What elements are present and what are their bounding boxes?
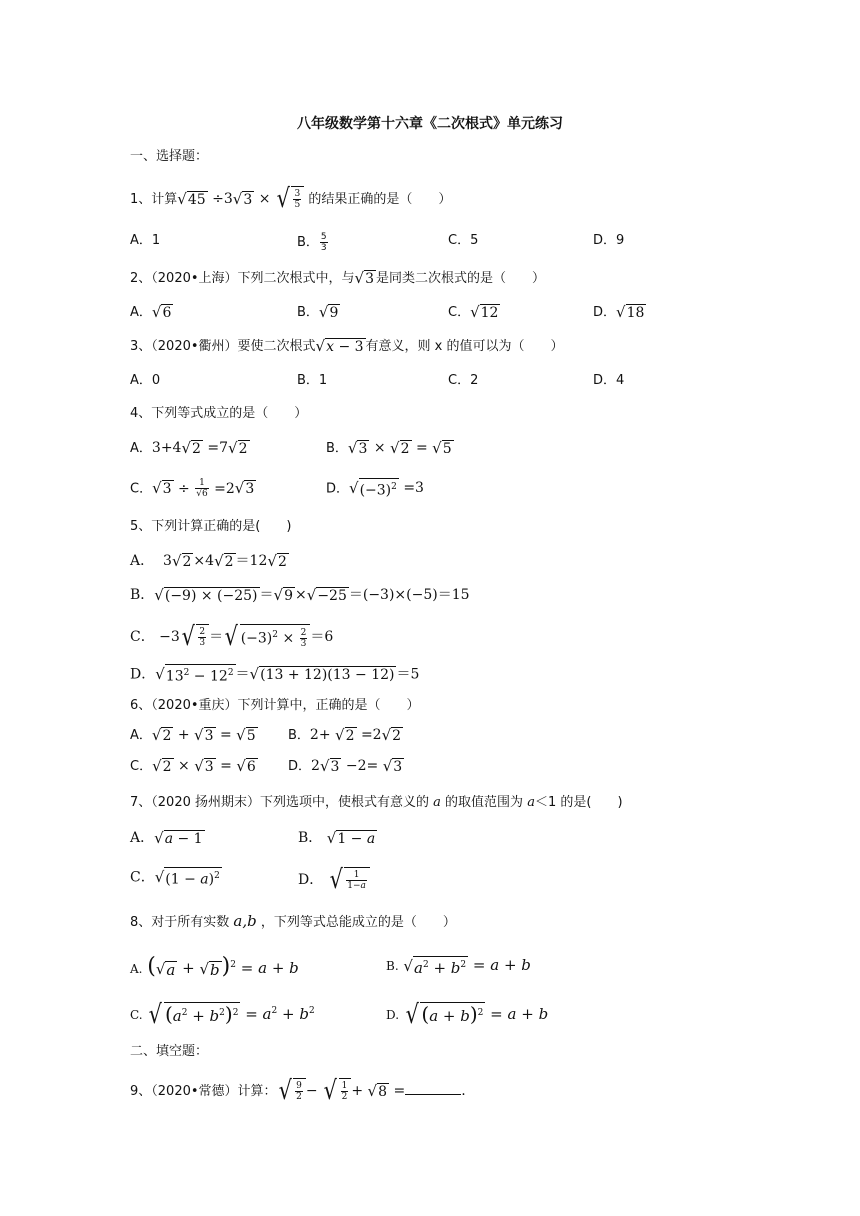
q3-option-d: D．4 [593,373,625,388]
q8-option-b: B. √ $a^2 + b^2$ = a + b [386,956,531,977]
question-6: 6、（2020•重庆）下列计算中，正确的是（ ） [130,698,420,713]
q2-option-d: D． √ 18 [593,303,645,321]
q2-option-c: C． √ 12 [448,303,499,321]
question-5: 5、下列计算正确的是( ) [130,519,292,534]
q7-option-a: A． √ a − 1 [130,828,203,847]
question-1 [130,186,451,212]
section-fill-heading: 二、填空题： [130,1044,209,1059]
q1-expression: √ 45 ÷3 √ 3 × √ $\frac{3}{5}$ [177,191,304,207]
q1-stem-end: 的结果正确的是（ ） [308,192,452,207]
q6-option-a: A． √ 2 + √ 3 = √ 5 [130,725,256,744]
q6-option-d: D．2 √ 3 −2= √ 3 [288,756,403,775]
q1-option-d: D．9 [593,233,625,248]
q8-option-c: C. √ $(a^2 + b^2)^2$ = $a^2 + b^2$ [130,1000,315,1030]
q6-option-c: C． √ 2 × √ 3 = √ 6 [130,756,256,775]
question-4: 4、下列等式成立的是（ ） [130,406,308,421]
q7-option-c: C． √ $(1 - a)^2$ [130,867,220,888]
question-2: 2、（2020•上海）下列二次根式中，与 √ 3 是同类二次根式的是（ ） [130,269,546,287]
q3-option-a: A．0 [130,373,161,388]
q2-option-b: B． √ 9 [297,303,339,321]
q7-option-b: B． √ 1 − a [298,828,376,847]
q1-stem-start: 1、计算 [130,192,178,207]
section-choice-heading: 一、选择题： [130,149,209,164]
q4-option-b: B． √ 3 × √ 2 = √ 5 [326,438,452,457]
q8-option-d: D. √ $(a + b)^2$ = a + b [386,1000,549,1030]
q5-option-b: B． √ (−9) × (−25) ＝ √ 9 × √ −25 ＝(−3)×(−5)＝15 [130,585,470,604]
answer-blank[interactable] [405,1080,461,1095]
page-title: 八年级数学第十六章《二次根式》单元练习 [297,116,563,132]
q2-option-a: A． √ 6 [130,303,172,321]
q3-option-c: C．2 [448,373,479,388]
q5-option-c: C． −3 √ $\frac{2}{3}$ ＝ √ $(-3)^2$ × $\frac{2}{3}$ ＝6 [130,622,334,652]
question-3: 3、（2020•衢州）要使二次根式 √ x − 3 有意义，则 x 的值可以为（ ） [130,337,564,355]
q3-option-b: B．1 [297,373,328,388]
question-7: 7、（2020 扬州期末）下列选项中，使根式有意义的 a 的取值范围为 a＜1 的是( ) [130,795,623,810]
q4-option-a: A．3+4 √ 2 =7 √ 2 [130,438,248,457]
q4-option-c: C． √ 3 ÷ $\frac{1}{√6}$ =2 √ 3 [130,478,255,499]
question-8: 8、对于所有实数 a,b ，下列等式总能成立的是（ ） [130,912,456,930]
q4-option-d: D． √ $(-3)^2$ =3 [326,478,424,499]
q1-option-c: C．5 [448,233,479,248]
q7-option-d: D． √ $\frac{1}{1-a}$ [298,867,370,893]
q1-option-b: B． $\frac{5}{3}$ [297,232,327,253]
q5-option-a: A． 3 √ 2 ×4 √ 2 ＝12 √ 2 [130,551,287,570]
q8-option-a: A. ( √ a + √ b )$^2$ = a + b [130,954,299,979]
question-9: 9、（2020•常德）计算： √ $\frac{9}{2}$ − √ $\frac{1}{2}$ + √ 8 = . [130,1076,466,1106]
q5-option-d: D． √ $13^2 - 12^2$ ＝ √ (13 + 12)(13 − 12) ＝5 [130,664,420,685]
q6-option-b: B．2+ √ 2 =2 √ 2 [288,725,402,744]
q1-option-a: A．1 [130,233,161,248]
